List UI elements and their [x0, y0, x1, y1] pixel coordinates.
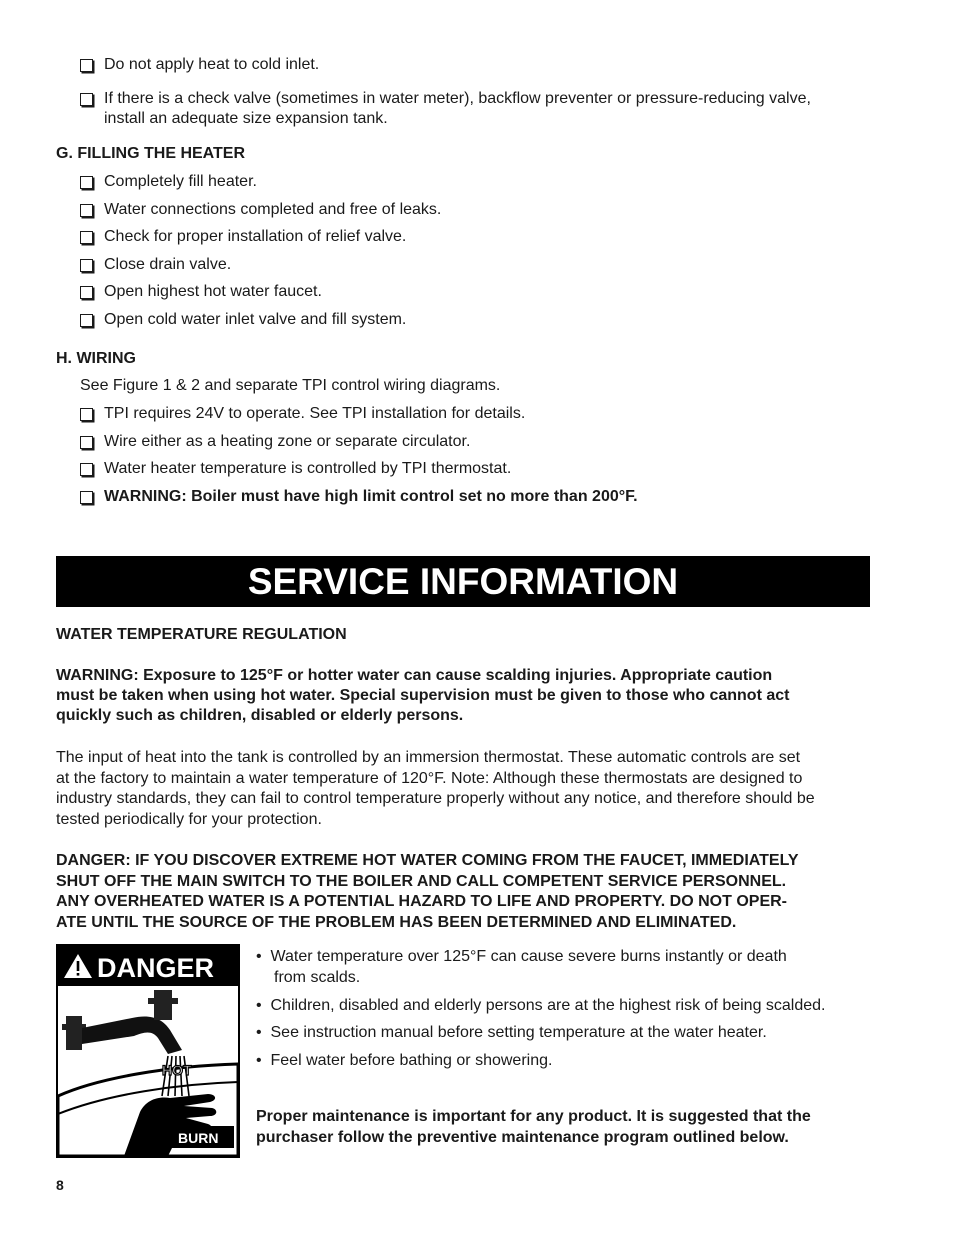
checklist-item-continuation: install an adequate size expansion tank. [104, 110, 388, 127]
body-line: The input of heat into the tank is controlled by an immersion thermostat. These automatic controls are set [56, 749, 801, 766]
section-h-title: H. WIRING [56, 350, 136, 367]
bullet-item-continuation: from scalds. [274, 969, 361, 986]
checklist-item: Do not apply heat to cold inlet. [104, 56, 320, 73]
checklist-item: TPI requires 24V to operate. See TPI installation for details. [104, 405, 526, 422]
body-line: industry standards, they can fail to control temperature properly without any notice, and therefore should be [56, 790, 815, 807]
checkbox-icon [80, 314, 93, 327]
water-temp-heading: WATER TEMPERATURE REGULATION [56, 626, 347, 643]
page-number: 8 [56, 1177, 64, 1193]
checklist-item: Water connections completed and free of leaks. [104, 201, 442, 218]
danger-line: ANY OVERHEATED WATER IS A POTENTIAL HAZARD TO LIFE AND PROPERTY. DO NOT OPER- [56, 893, 788, 910]
checkbox-icon [80, 93, 93, 106]
checklist-item: Check for proper installation of relief valve. [104, 228, 407, 245]
danger-line: DANGER: IF YOU DISCOVER EXTREME HOT WATER COMING FROM THE FAUCET, IMMEDIATELY [56, 852, 799, 869]
bullet-item: • Children, disabled and elderly persons are at the highest risk of being scalded. [256, 997, 826, 1014]
checkbox-icon [80, 491, 93, 504]
checklist-item: Open highest hot water faucet. [104, 283, 322, 300]
bullet-text: Children, disabled and elderly persons are at the highest risk of being scalded. [270, 997, 826, 1014]
checklist-item: Open cold water inlet valve and fill system. [104, 311, 407, 328]
warning-paragraph [56, 666, 876, 726]
left-handle [66, 1016, 82, 1050]
danger-title: DANGER [97, 953, 215, 983]
maintenance-paragraph [256, 1106, 811, 1148]
warning-line: must be taken when using hot water. Special supervision must be given to those who cannot act [56, 687, 790, 704]
warning-line: WARNING: Exposure to 125°F or hotter water can cause scalding injuries. Appropriate caution [56, 667, 773, 684]
checklist-item: If there is a check valve (sometimes in water meter), backflow preventer or pressure-reducing valve, [104, 90, 811, 107]
checklist-item: Wire either as a heating zone or separate circulator. [104, 433, 471, 450]
checkbox-icon [80, 59, 93, 72]
checkbox-icon [80, 176, 93, 189]
checkbox-icon [80, 436, 93, 449]
bullet-text: See instruction manual before setting temperature at the water heater. [270, 1024, 767, 1041]
bullet-item: • See instruction manual before setting temperature at the water heater. [256, 1024, 767, 1041]
checklist-item: Water heater temperature is controlled by TPI thermostat. [104, 460, 512, 477]
checkbox-icon [80, 259, 93, 272]
bullet-text: Feel water before bathing or showering. [270, 1052, 553, 1069]
warning-line: quickly such as children, disabled or elderly persons. [56, 707, 464, 724]
checkbox-icon [80, 286, 93, 299]
checkbox-icon [80, 408, 93, 421]
maintenance-line: purchaser follow the preventive maintenance program outlined below. [256, 1129, 789, 1146]
hot-label: HOT [162, 1062, 192, 1078]
body-line: at the factory to maintain a water temperature of 120°F. Note: Although these thermostats are designed to [56, 769, 803, 787]
section-h-intro: See Figure 1 & 2 and separate TPI control wiring diagrams. [80, 377, 501, 394]
scald-hazard-illustration [58, 946, 238, 1156]
bullet-item: • Feel water before bathing or showering. [256, 1052, 553, 1069]
checkbox-icon [80, 231, 93, 244]
danger-label [56, 944, 240, 1158]
body-line: tested periodically for your protection. [56, 810, 322, 828]
checklist-item: Completely fill heater. [104, 173, 257, 190]
checklist-item: Close drain valve. [104, 256, 232, 273]
danger-paragraph [56, 851, 876, 933]
service-information-banner: SERVICE INFORMATION [56, 556, 870, 607]
faucet-spout [82, 1017, 182, 1055]
maintenance-line: Proper maintenance is important for any product. It is suggested that the [256, 1108, 811, 1125]
danger-line: ATE UNTIL THE SOURCE OF THE PROBLEM HAS BEEN DETERMINED AND ELIMINATED. [56, 913, 737, 931]
thermostat-paragraph [56, 748, 876, 830]
burn-label: BURN [178, 1130, 219, 1146]
checklist-item-warning: WARNING: Boiler must have high limit control set no more than 200°F. [104, 488, 638, 505]
checkbox-icon [80, 204, 93, 217]
bullet-text: Water temperature over 125°F can cause severe burns instantly or death [270, 948, 787, 965]
bullet-item: • Water temperature over 125°F can cause severe burns instantly or death [256, 948, 787, 965]
section-g-title: G. FILLING THE HEATER [56, 145, 246, 162]
danger-line: SHUT OFF THE MAIN SWITCH TO THE BOILER AND CALL COMPETENT SERVICE PERSONNEL. [56, 872, 787, 890]
right-handle [154, 990, 172, 1020]
checkbox-icon [80, 463, 93, 476]
